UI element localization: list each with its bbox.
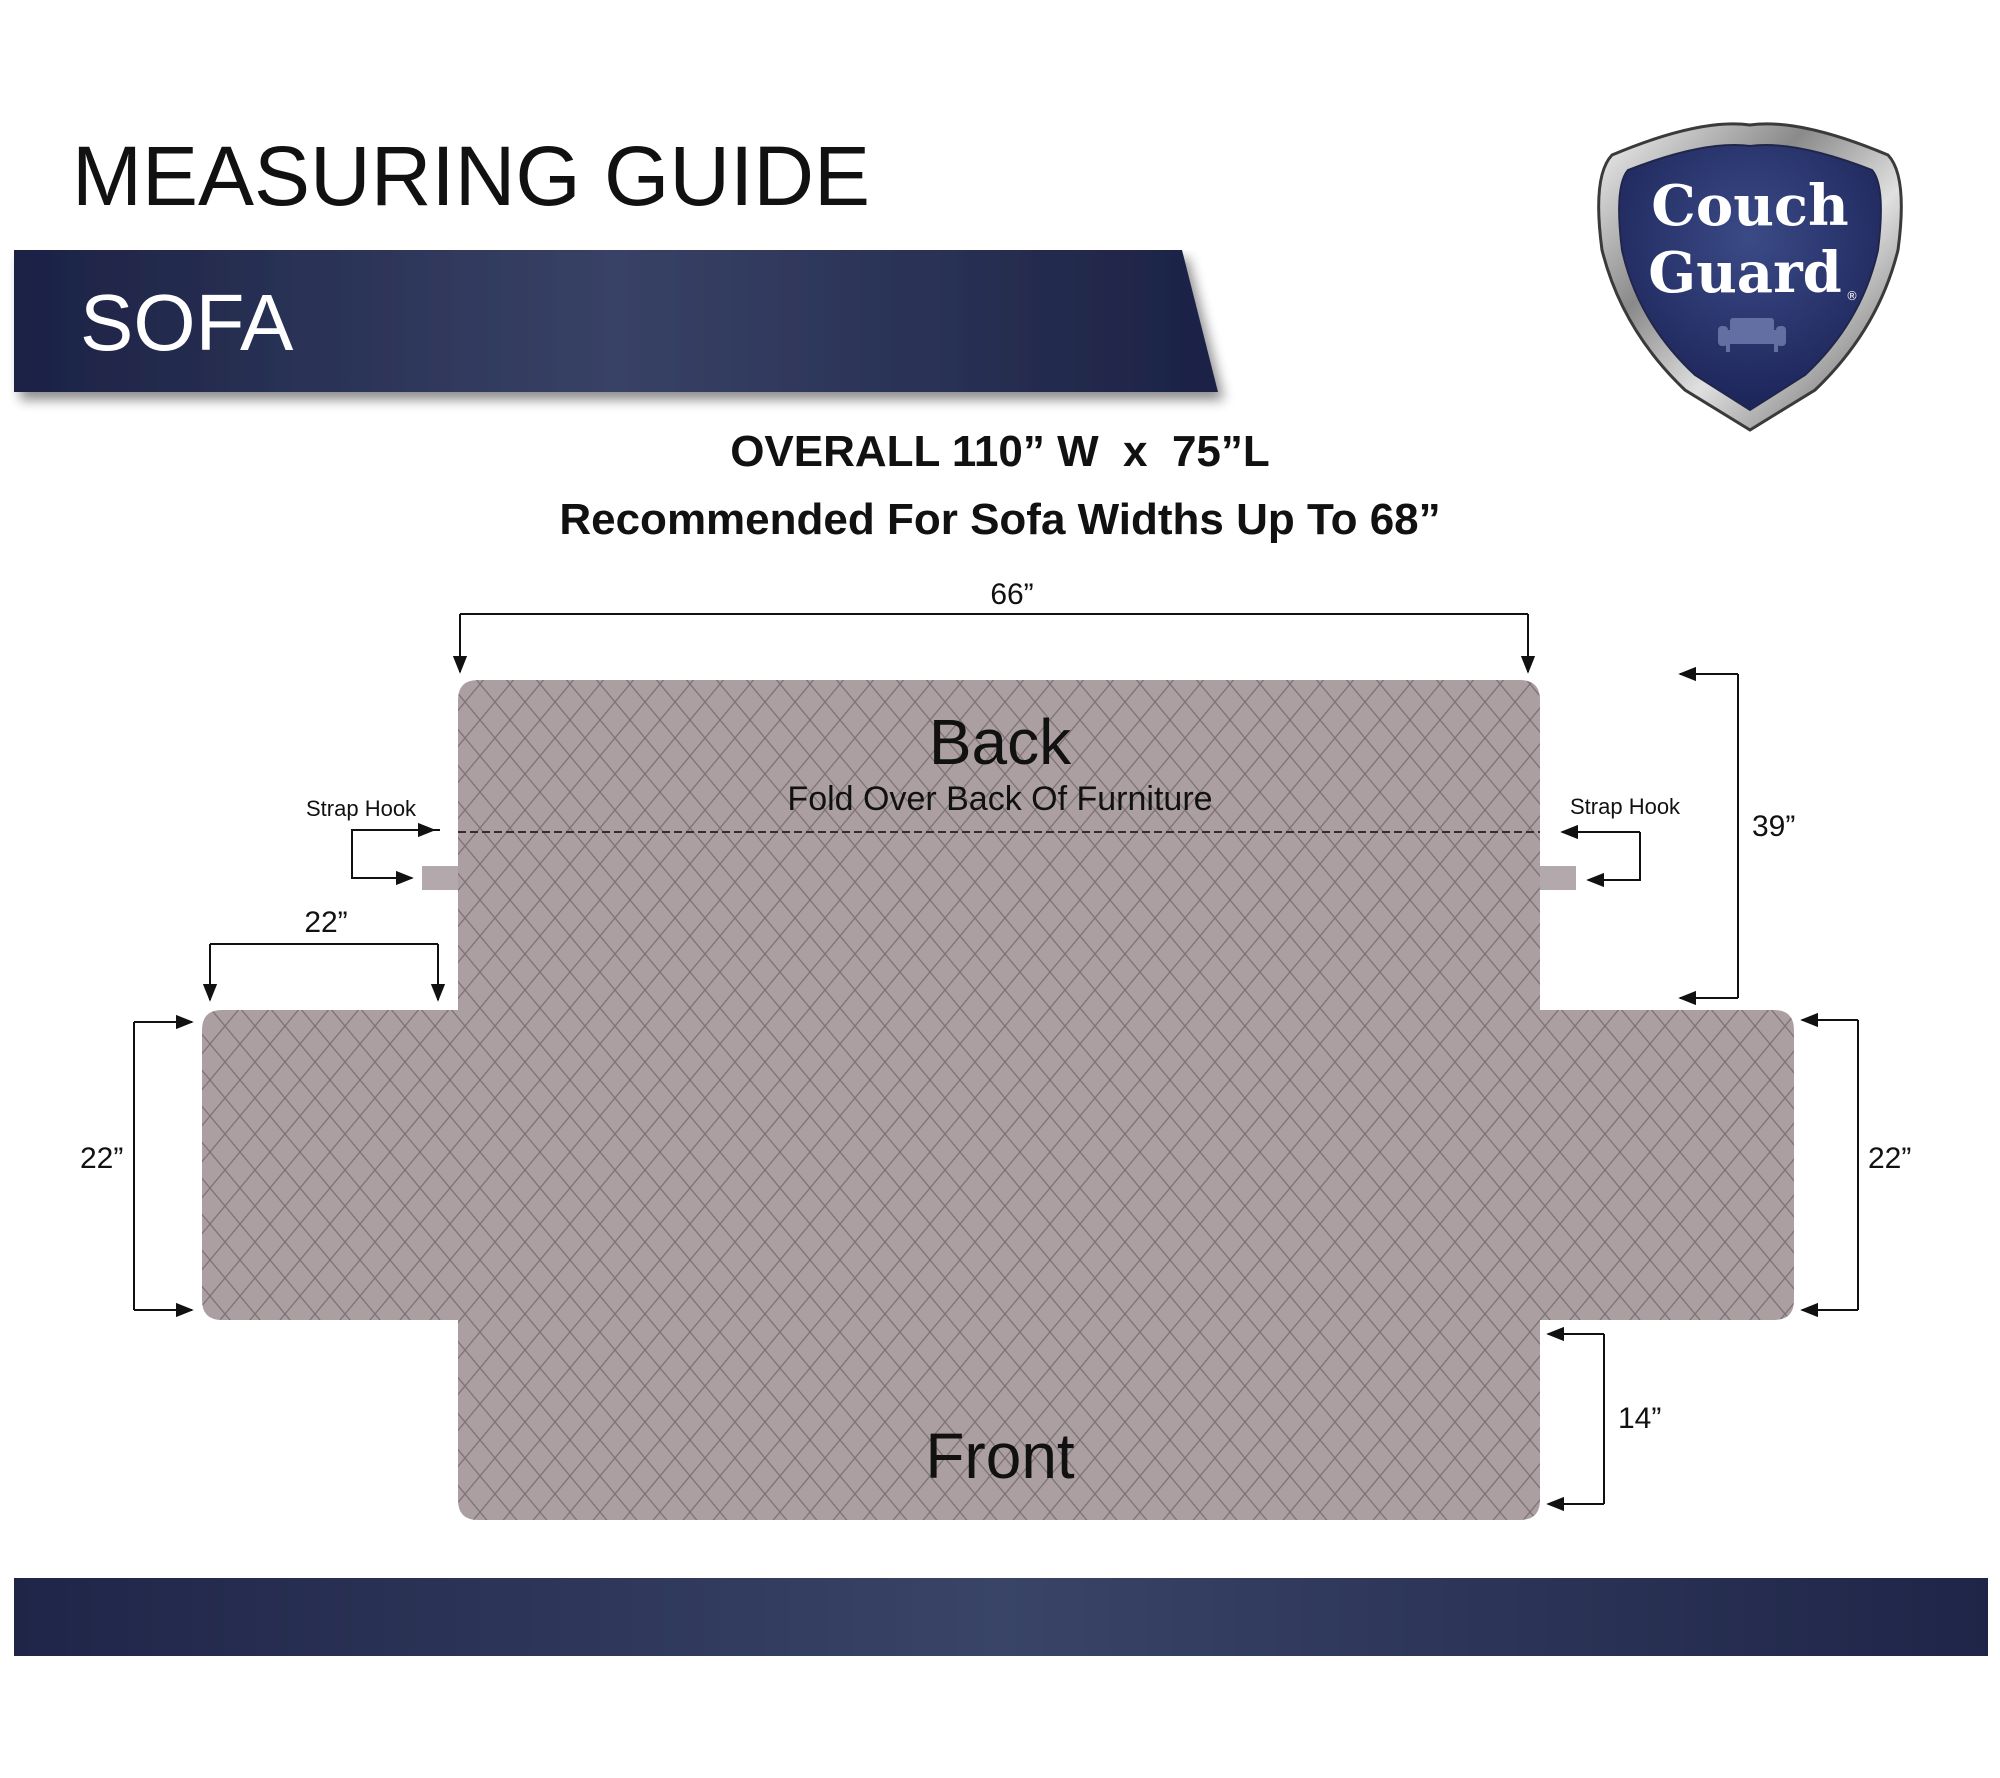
couch-guard-logo	[1599, 124, 1902, 430]
banner-label: SOFA	[80, 278, 294, 367]
dimension-right-arm-height-label: 22”	[1868, 1142, 1912, 1175]
dimension-left-arm-height-label: 22”	[80, 1142, 124, 1175]
fold-note: Fold Over Back Of Furniture	[787, 780, 1213, 818]
logo-line-2: Guard	[1648, 240, 1842, 306]
dimension-front-flap	[1548, 1334, 1604, 1504]
strap-hook-left-label: Strap Hook	[306, 796, 417, 821]
page-title: MEASURING GUIDE	[72, 129, 871, 223]
logo-line-1: Couch	[1651, 173, 1849, 239]
strap-hook-left	[422, 866, 458, 890]
recommendation-text: Recommended For Sofa Widths Up To 68”	[559, 495, 1441, 544]
dimension-arm-width-label: 22”	[304, 906, 348, 939]
dimension-top-width-label: 66”	[990, 578, 1034, 611]
dimension-back-height-label: 39”	[1752, 810, 1796, 843]
dimension-left-arm-height	[134, 1022, 192, 1310]
footer-bar	[14, 1578, 1988, 1656]
overall-dimensions: OVERALL 110” W x 75”L	[730, 427, 1270, 476]
dimension-top-width	[460, 614, 1528, 672]
strap-hook-right	[1540, 866, 1576, 890]
dimension-back-height	[1680, 674, 1738, 998]
dimension-front-flap-label: 14”	[1618, 1402, 1662, 1435]
back-label: Back	[928, 706, 1072, 778]
registered-mark: ®	[1846, 289, 1858, 303]
strap-hook-right-label: Strap Hook	[1570, 794, 1681, 819]
dimension-arm-width	[210, 944, 438, 1000]
front-label: Front	[925, 1420, 1075, 1492]
dimension-right-arm-height	[1802, 1020, 1858, 1310]
